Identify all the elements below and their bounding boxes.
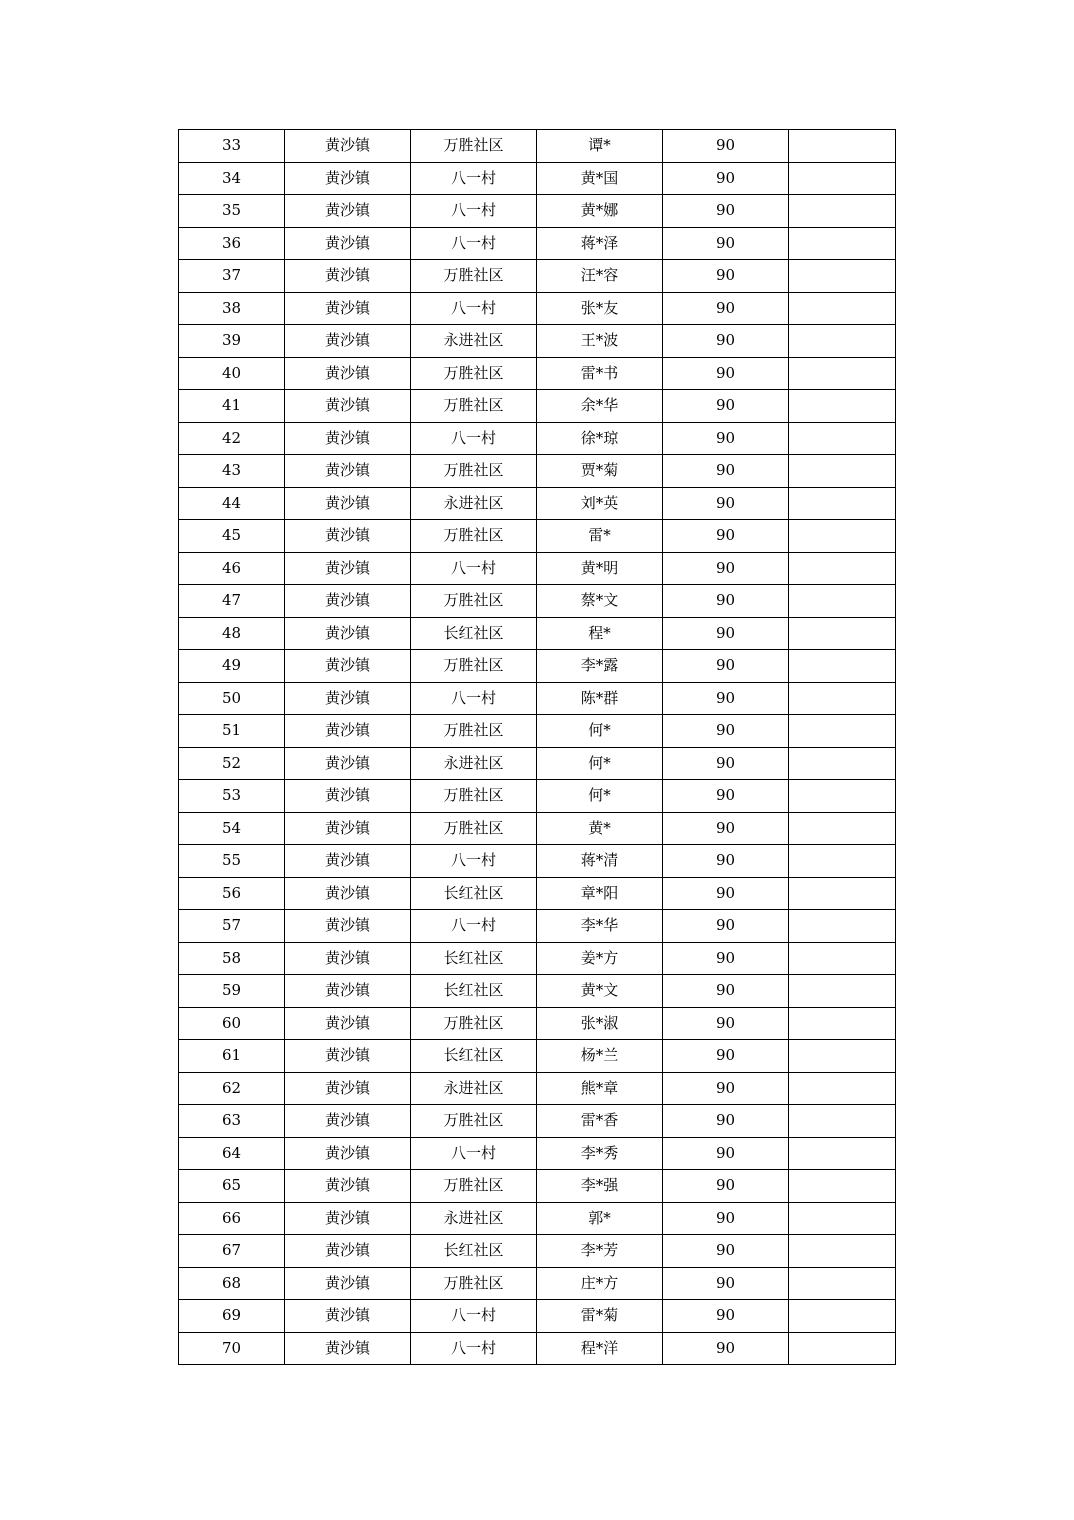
note-cell	[789, 877, 896, 910]
note-cell	[789, 1235, 896, 1268]
town-cell: 黄沙镇	[285, 910, 411, 943]
amount-cell: 90	[663, 585, 789, 618]
name-cell: 余*华	[537, 390, 663, 423]
name-cell: 何*	[537, 780, 663, 813]
amount-cell: 90	[663, 1105, 789, 1138]
row-number-cell: 60	[179, 1007, 285, 1040]
village-cell: 万胜社区	[411, 650, 537, 683]
name-cell: 徐*琼	[537, 422, 663, 455]
village-cell: 八一村	[411, 292, 537, 325]
village-cell: 万胜社区	[411, 1267, 537, 1300]
name-cell: 程*	[537, 617, 663, 650]
table-row	[179, 1235, 896, 1268]
town-cell: 黄沙镇	[285, 877, 411, 910]
name-cell: 蔡*文	[537, 585, 663, 618]
note-cell	[789, 1137, 896, 1170]
village-cell: 八一村	[411, 682, 537, 715]
name-cell: 黄*娜	[537, 195, 663, 228]
town-cell: 黄沙镇	[285, 357, 411, 390]
note-cell	[789, 520, 896, 553]
amount-cell: 90	[663, 1267, 789, 1300]
amount-cell: 90	[663, 910, 789, 943]
amount-cell: 90	[663, 357, 789, 390]
note-cell	[789, 1105, 896, 1138]
table-row	[179, 845, 896, 878]
amount-cell: 90	[663, 260, 789, 293]
table-row	[179, 1267, 896, 1300]
town-cell: 黄沙镇	[285, 812, 411, 845]
note-cell	[789, 292, 896, 325]
name-cell: 张*友	[537, 292, 663, 325]
town-cell: 黄沙镇	[285, 1202, 411, 1235]
note-cell	[789, 1170, 896, 1203]
name-cell: 姜*方	[537, 942, 663, 975]
town-cell: 黄沙镇	[285, 617, 411, 650]
name-cell: 谭*	[537, 130, 663, 163]
village-cell: 长红社区	[411, 942, 537, 975]
note-cell	[789, 617, 896, 650]
name-cell: 李*秀	[537, 1137, 663, 1170]
town-cell: 黄沙镇	[285, 975, 411, 1008]
village-cell: 八一村	[411, 552, 537, 585]
row-number-cell: 70	[179, 1332, 285, 1365]
village-cell: 八一村	[411, 195, 537, 228]
name-cell: 熊*章	[537, 1072, 663, 1105]
note-cell	[789, 195, 896, 228]
note-cell	[789, 975, 896, 1008]
name-cell: 程*洋	[537, 1332, 663, 1365]
amount-cell: 90	[663, 877, 789, 910]
table-row	[179, 682, 896, 715]
table-row	[179, 520, 896, 553]
town-cell: 黄沙镇	[285, 130, 411, 163]
amount-cell: 90	[663, 845, 789, 878]
table-row	[179, 585, 896, 618]
note-cell	[789, 585, 896, 618]
amount-cell: 90	[663, 1040, 789, 1073]
name-cell: 雷*	[537, 520, 663, 553]
note-cell	[789, 1332, 896, 1365]
name-cell: 陈*群	[537, 682, 663, 715]
table-row	[179, 1105, 896, 1138]
name-cell: 杨*兰	[537, 1040, 663, 1073]
amount-cell: 90	[663, 780, 789, 813]
amount-cell: 90	[663, 227, 789, 260]
name-cell: 蒋*清	[537, 845, 663, 878]
row-number-cell: 47	[179, 585, 285, 618]
table-row	[179, 227, 896, 260]
note-cell	[789, 910, 896, 943]
row-number-cell: 65	[179, 1170, 285, 1203]
row-number-cell: 43	[179, 455, 285, 488]
row-number-cell: 51	[179, 715, 285, 748]
roster-table	[178, 129, 896, 1365]
table-row	[179, 975, 896, 1008]
table-row	[179, 1202, 896, 1235]
table-row	[179, 1332, 896, 1365]
row-number-cell: 38	[179, 292, 285, 325]
note-cell	[789, 747, 896, 780]
name-cell: 黄*文	[537, 975, 663, 1008]
name-cell: 雷*书	[537, 357, 663, 390]
town-cell: 黄沙镇	[285, 780, 411, 813]
note-cell	[789, 1040, 896, 1073]
town-cell: 黄沙镇	[285, 1300, 411, 1333]
note-cell	[789, 390, 896, 423]
table-row	[179, 942, 896, 975]
row-number-cell: 61	[179, 1040, 285, 1073]
village-cell: 长红社区	[411, 1040, 537, 1073]
row-number-cell: 57	[179, 910, 285, 943]
village-cell: 长红社区	[411, 1235, 537, 1268]
table-row	[179, 455, 896, 488]
name-cell: 何*	[537, 715, 663, 748]
town-cell: 黄沙镇	[285, 1040, 411, 1073]
amount-cell: 90	[663, 650, 789, 683]
name-cell: 王*波	[537, 325, 663, 358]
amount-cell: 90	[663, 617, 789, 650]
row-number-cell: 42	[179, 422, 285, 455]
note-cell	[789, 942, 896, 975]
row-number-cell: 69	[179, 1300, 285, 1333]
town-cell: 黄沙镇	[285, 650, 411, 683]
table-row	[179, 812, 896, 845]
name-cell: 李*芳	[537, 1235, 663, 1268]
town-cell: 黄沙镇	[285, 390, 411, 423]
amount-cell: 90	[663, 390, 789, 423]
table-row	[179, 422, 896, 455]
name-cell: 贾*菊	[537, 455, 663, 488]
note-cell	[789, 552, 896, 585]
table-row	[179, 910, 896, 943]
name-cell: 雷*香	[537, 1105, 663, 1138]
row-number-cell: 50	[179, 682, 285, 715]
table-row	[179, 617, 896, 650]
row-number-cell: 36	[179, 227, 285, 260]
amount-cell: 90	[663, 162, 789, 195]
town-cell: 黄沙镇	[285, 1137, 411, 1170]
amount-cell: 90	[663, 455, 789, 488]
row-number-cell: 39	[179, 325, 285, 358]
row-number-cell: 49	[179, 650, 285, 683]
row-number-cell: 66	[179, 1202, 285, 1235]
town-cell: 黄沙镇	[285, 845, 411, 878]
table-row	[179, 552, 896, 585]
village-cell: 永进社区	[411, 325, 537, 358]
village-cell: 万胜社区	[411, 585, 537, 618]
village-cell: 万胜社区	[411, 715, 537, 748]
town-cell: 黄沙镇	[285, 715, 411, 748]
table-row	[179, 292, 896, 325]
row-number-cell: 44	[179, 487, 285, 520]
note-cell	[789, 650, 896, 683]
town-cell: 黄沙镇	[285, 455, 411, 488]
note-cell	[789, 455, 896, 488]
row-number-cell: 62	[179, 1072, 285, 1105]
amount-cell: 90	[663, 1300, 789, 1333]
town-cell: 黄沙镇	[285, 292, 411, 325]
amount-cell: 90	[663, 195, 789, 228]
table-row	[179, 162, 896, 195]
note-cell	[789, 1072, 896, 1105]
row-number-cell: 33	[179, 130, 285, 163]
town-cell: 黄沙镇	[285, 1267, 411, 1300]
note-cell	[789, 487, 896, 520]
row-number-cell: 53	[179, 780, 285, 813]
table-row	[179, 747, 896, 780]
town-cell: 黄沙镇	[285, 1105, 411, 1138]
row-number-cell: 55	[179, 845, 285, 878]
row-number-cell: 64	[179, 1137, 285, 1170]
note-cell	[789, 780, 896, 813]
town-cell: 黄沙镇	[285, 260, 411, 293]
town-cell: 黄沙镇	[285, 585, 411, 618]
row-number-cell: 37	[179, 260, 285, 293]
table-row	[179, 780, 896, 813]
village-cell: 万胜社区	[411, 130, 537, 163]
amount-cell: 90	[663, 715, 789, 748]
village-cell: 八一村	[411, 910, 537, 943]
amount-cell: 90	[663, 682, 789, 715]
row-number-cell: 59	[179, 975, 285, 1008]
village-cell: 万胜社区	[411, 357, 537, 390]
amount-cell: 90	[663, 325, 789, 358]
table-row	[179, 877, 896, 910]
town-cell: 黄沙镇	[285, 1332, 411, 1365]
table-row	[179, 650, 896, 683]
amount-cell: 90	[663, 552, 789, 585]
amount-cell: 90	[663, 422, 789, 455]
row-number-cell: 46	[179, 552, 285, 585]
note-cell	[789, 1007, 896, 1040]
note-cell	[789, 812, 896, 845]
amount-cell: 90	[663, 1170, 789, 1203]
amount-cell: 90	[663, 1332, 789, 1365]
name-cell: 李*华	[537, 910, 663, 943]
village-cell: 万胜社区	[411, 1170, 537, 1203]
village-cell: 万胜社区	[411, 390, 537, 423]
name-cell: 章*阳	[537, 877, 663, 910]
note-cell	[789, 325, 896, 358]
row-number-cell: 48	[179, 617, 285, 650]
row-number-cell: 63	[179, 1105, 285, 1138]
town-cell: 黄沙镇	[285, 552, 411, 585]
note-cell	[789, 1202, 896, 1235]
name-cell: 黄*	[537, 812, 663, 845]
town-cell: 黄沙镇	[285, 1235, 411, 1268]
name-cell: 黄*国	[537, 162, 663, 195]
town-cell: 黄沙镇	[285, 487, 411, 520]
table-row	[179, 195, 896, 228]
amount-cell: 90	[663, 487, 789, 520]
table-row	[179, 260, 896, 293]
amount-cell: 90	[663, 130, 789, 163]
table-row	[179, 487, 896, 520]
name-cell: 蒋*泽	[537, 227, 663, 260]
table-row	[179, 1007, 896, 1040]
town-cell: 黄沙镇	[285, 682, 411, 715]
village-cell: 万胜社区	[411, 812, 537, 845]
village-cell: 长红社区	[411, 975, 537, 1008]
note-cell	[789, 162, 896, 195]
amount-cell: 90	[663, 1137, 789, 1170]
row-number-cell: 41	[179, 390, 285, 423]
name-cell: 汪*容	[537, 260, 663, 293]
table-row	[179, 1300, 896, 1333]
table-row	[179, 1170, 896, 1203]
note-cell	[789, 715, 896, 748]
village-cell: 万胜社区	[411, 455, 537, 488]
village-cell: 八一村	[411, 1137, 537, 1170]
name-cell: 何*	[537, 747, 663, 780]
town-cell: 黄沙镇	[285, 227, 411, 260]
amount-cell: 90	[663, 292, 789, 325]
table-row	[179, 1040, 896, 1073]
note-cell	[789, 357, 896, 390]
village-cell: 八一村	[411, 422, 537, 455]
name-cell: 张*淑	[537, 1007, 663, 1040]
note-cell	[789, 227, 896, 260]
town-cell: 黄沙镇	[285, 1007, 411, 1040]
row-number-cell: 34	[179, 162, 285, 195]
row-number-cell: 40	[179, 357, 285, 390]
village-cell: 长红社区	[411, 617, 537, 650]
row-number-cell: 52	[179, 747, 285, 780]
village-cell: 八一村	[411, 1300, 537, 1333]
village-cell: 八一村	[411, 227, 537, 260]
town-cell: 黄沙镇	[285, 422, 411, 455]
table-row	[179, 357, 896, 390]
amount-cell: 90	[663, 1072, 789, 1105]
town-cell: 黄沙镇	[285, 942, 411, 975]
name-cell: 李*露	[537, 650, 663, 683]
note-cell	[789, 260, 896, 293]
village-cell: 万胜社区	[411, 780, 537, 813]
note-cell	[789, 682, 896, 715]
village-cell: 万胜社区	[411, 260, 537, 293]
name-cell: 雷*菊	[537, 1300, 663, 1333]
town-cell: 黄沙镇	[285, 195, 411, 228]
note-cell	[789, 1267, 896, 1300]
row-number-cell: 67	[179, 1235, 285, 1268]
amount-cell: 90	[663, 975, 789, 1008]
amount-cell: 90	[663, 1202, 789, 1235]
row-number-cell: 45	[179, 520, 285, 553]
row-number-cell: 35	[179, 195, 285, 228]
note-cell	[789, 130, 896, 163]
name-cell: 庄*方	[537, 1267, 663, 1300]
village-cell: 永进社区	[411, 1202, 537, 1235]
roster-table-body	[179, 130, 896, 1365]
amount-cell: 90	[663, 1235, 789, 1268]
town-cell: 黄沙镇	[285, 162, 411, 195]
note-cell	[789, 422, 896, 455]
row-number-cell: 68	[179, 1267, 285, 1300]
table-row	[179, 130, 896, 163]
village-cell: 永进社区	[411, 747, 537, 780]
table-row	[179, 1137, 896, 1170]
village-cell: 永进社区	[411, 1072, 537, 1105]
name-cell: 郭*	[537, 1202, 663, 1235]
row-number-cell: 58	[179, 942, 285, 975]
amount-cell: 90	[663, 747, 789, 780]
village-cell: 万胜社区	[411, 1105, 537, 1138]
town-cell: 黄沙镇	[285, 747, 411, 780]
amount-cell: 90	[663, 1007, 789, 1040]
town-cell: 黄沙镇	[285, 1170, 411, 1203]
town-cell: 黄沙镇	[285, 325, 411, 358]
amount-cell: 90	[663, 812, 789, 845]
table-row	[179, 715, 896, 748]
amount-cell: 90	[663, 942, 789, 975]
town-cell: 黄沙镇	[285, 520, 411, 553]
table-row	[179, 325, 896, 358]
note-cell	[789, 1300, 896, 1333]
village-cell: 八一村	[411, 162, 537, 195]
town-cell: 黄沙镇	[285, 1072, 411, 1105]
table-row	[179, 1072, 896, 1105]
village-cell: 长红社区	[411, 877, 537, 910]
note-cell	[789, 845, 896, 878]
name-cell: 黄*明	[537, 552, 663, 585]
village-cell: 八一村	[411, 845, 537, 878]
name-cell: 刘*英	[537, 487, 663, 520]
village-cell: 万胜社区	[411, 520, 537, 553]
village-cell: 万胜社区	[411, 1007, 537, 1040]
amount-cell: 90	[663, 520, 789, 553]
village-cell: 八一村	[411, 1332, 537, 1365]
name-cell: 李*强	[537, 1170, 663, 1203]
village-cell: 永进社区	[411, 487, 537, 520]
row-number-cell: 56	[179, 877, 285, 910]
row-number-cell: 54	[179, 812, 285, 845]
table-row	[179, 390, 896, 423]
